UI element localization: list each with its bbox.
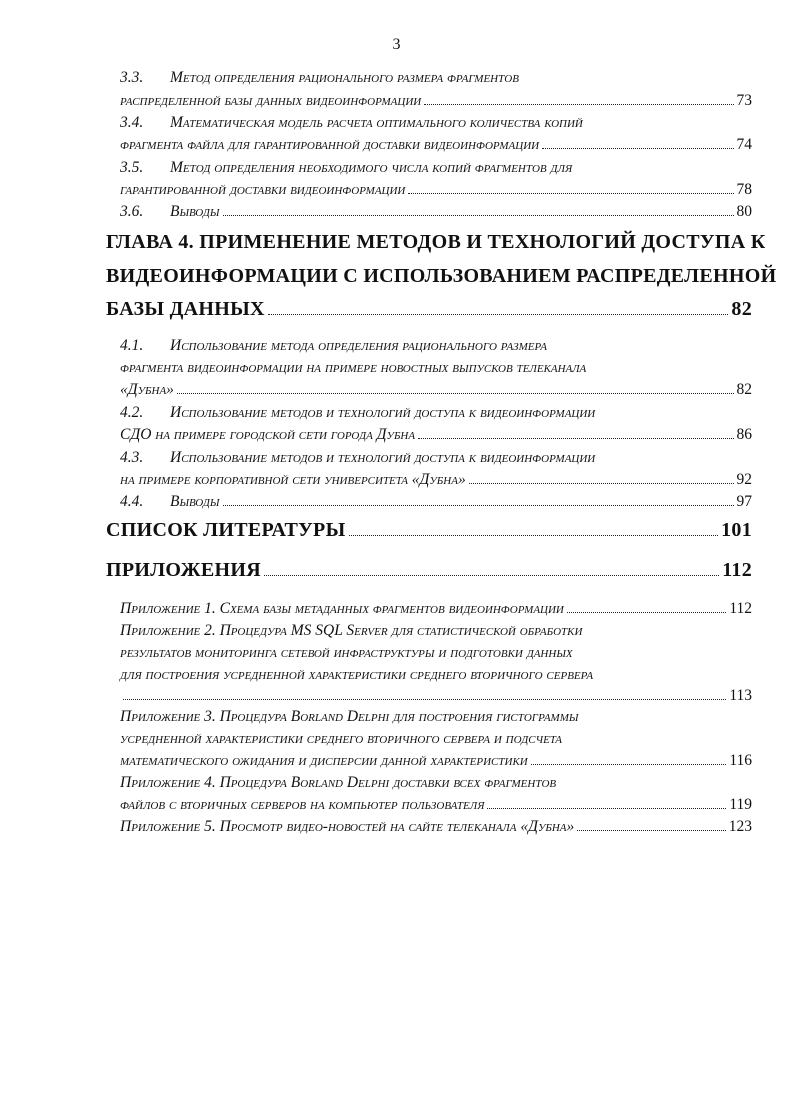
toc-page-number: 82 (736, 381, 752, 398)
chapter-4-title-cont: БАЗЫ ДАННЫХ (106, 298, 265, 320)
toc-page-number: 92 (736, 471, 752, 488)
toc-entry-number: 3.3. (120, 69, 144, 86)
toc-page-number: 80 (736, 203, 752, 220)
toc-entry-4-3-line2 (120, 472, 752, 488)
toc-entry-title-cont: на примере корпоративной сети университета «Дубна» (120, 471, 466, 488)
toc-entry-number: 4.4. (120, 493, 144, 510)
toc-entry-4-1-line3 (120, 382, 752, 398)
toc-entry-title: Использование метода определения рационального размера (170, 337, 547, 354)
toc-page-number: 97 (736, 493, 752, 510)
toc-entry-4-2-line1 (120, 405, 595, 421)
appendix-title: Приложение 5. Просмотр видео-новостей на сайте телеканала «Дубна» (120, 818, 575, 835)
toc-appendix-3-line2: усредненной характеристики среднего вторичного сервера и подсчета (120, 730, 562, 747)
toc-page-number: 82 (731, 298, 752, 320)
page-number: 3 (392, 36, 401, 53)
appendix-title: Приложение 1. Схема базы метаданных фрагментов видеоинформации (120, 600, 564, 617)
dot-leader (487, 807, 726, 809)
toc-entry-title-cont: распределенной базы данных видеоинформации (120, 92, 422, 109)
toc-entry-number: 4.2. (120, 404, 144, 421)
toc-entry-title: Использование методов и технологий доступа к видеоинформации (170, 449, 596, 466)
appendices-label: ПРИЛОЖЕНИЯ (106, 559, 261, 581)
toc-entry-title: Выводы (170, 203, 220, 220)
toc-entry-3-4-line2 (120, 137, 752, 153)
toc-entry-4-1-line1 (120, 338, 547, 354)
toc-entry-3-6 (120, 204, 752, 220)
dot-leader (577, 829, 725, 831)
appendix-title-cont: файлов с вторичных серверов на компьютер пользователя (120, 796, 485, 813)
toc-page-number: 73 (736, 92, 752, 109)
toc-entry-title-cont: «Дубна» (120, 381, 174, 398)
toc-entry-3-5-line1 (120, 160, 572, 176)
toc-page-number: 119 (729, 796, 752, 813)
toc-entry-4-3-line1 (120, 450, 595, 466)
dot-leader (177, 392, 734, 394)
dot-leader (264, 574, 719, 576)
toc-page-number: 86 (736, 426, 752, 443)
dot-leader (223, 504, 734, 506)
dot-leader (123, 698, 726, 700)
dot-leader (418, 437, 733, 439)
toc-entry-3-3-line1 (120, 70, 519, 86)
toc-bibliography (106, 520, 752, 540)
toc-page-number: 113 (729, 687, 752, 704)
toc-appendix-2-page (120, 688, 752, 704)
toc-entry-4-4 (120, 494, 752, 510)
dot-leader (531, 763, 727, 765)
chapter-4-title-line2: ВИДЕОИНФОРМАЦИИ С ИСПОЛЬЗОВАНИЕМ РАСПРЕДЕЛЕННОЙ (106, 265, 777, 287)
toc-page-number: 78 (736, 181, 752, 198)
toc-entry-4-1-line2: фрагмента видеоинформации на примере новостных выпусков телеканала (120, 359, 587, 376)
toc-entry-3-4-line1 (120, 115, 583, 131)
appendix-title-cont: математического ожидания и дисперсии данной характеристики (120, 752, 528, 769)
toc-entry-title-cont: фрагмента файла для гарантированной доставки видеоинформации (120, 136, 540, 153)
toc-entry-title-cont: гарантированной доставки видеоинформации (120, 181, 406, 198)
toc-entry-title: Выводы (170, 493, 220, 510)
dot-leader (424, 103, 733, 105)
chapter-4-title-line1: ГЛАВА 4. ПРИМЕНЕНИЕ МЕТОДОВ И ТЕХНОЛОГИЙ ДОСТУПА К (106, 231, 766, 253)
toc-entry-3-3-line2 (120, 93, 752, 109)
toc-appendix-3-line1: Приложение 3. Процедура Borland Delphi для построения гистограммы (120, 708, 579, 725)
dot-leader (408, 192, 733, 194)
toc-appendix-5 (120, 819, 752, 835)
bibliography-label: СПИСОК ЛИТЕРАТУРЫ (106, 519, 346, 541)
dot-leader (542, 147, 733, 149)
toc-page-number: 101 (721, 519, 752, 541)
toc-page-number: 123 (728, 818, 752, 835)
toc-page-number: 112 (729, 600, 752, 617)
toc-entry-number: 4.3. (120, 449, 144, 466)
toc-appendix-2-line2: результатов мониторинга сетевой инфраструктуры и подготовки данных (120, 644, 573, 661)
dot-leader (469, 482, 734, 484)
toc-entry-number: 3.4. (120, 114, 144, 131)
toc-appendix-2-line3: для построения усредненной характеристики среднего вторичного сервера (120, 666, 594, 683)
toc-entry-title: Использование методов и технологий доступа к видеоинформации (170, 404, 596, 421)
toc-appendix-4-line2 (120, 797, 752, 813)
toc-page-number: 116 (729, 752, 752, 769)
toc-appendices (106, 560, 752, 580)
toc-entry-number: 3.6. (120, 203, 144, 220)
dot-leader (567, 611, 726, 613)
chapter-4-title-line3 (106, 299, 752, 319)
toc-entry-3-5-line2 (120, 182, 752, 198)
toc-entry-title-cont: СДО на примере городской сети города Дубна (120, 426, 416, 443)
toc-page-number: 112 (722, 559, 752, 581)
toc-page-number: 74 (736, 136, 752, 153)
dot-leader (223, 214, 734, 216)
dot-leader (349, 534, 719, 536)
toc-entry-number: 3.5. (120, 159, 144, 176)
toc-appendix-3-line3 (120, 753, 752, 769)
toc-entry-title: Математическая модель расчета оптимального количества копий (170, 114, 583, 131)
toc-entry-title: Метод определения рационального размера фрагментов (170, 69, 519, 86)
toc-entry-number: 4.1. (120, 337, 144, 354)
toc-appendix-2-line1: Приложение 2. Процедура MS SQL Server для статистической обработки (120, 622, 583, 639)
toc-appendix-1 (120, 601, 752, 617)
dot-leader (268, 313, 729, 315)
toc-appendix-4-line1: Приложение 4. Процедура Borland Delphi доставки всех фрагментов (120, 774, 557, 791)
toc-entry-4-2-line2 (120, 427, 752, 443)
toc-entry-title: Метод определения необходимого числа копий фрагментов для (170, 159, 573, 176)
